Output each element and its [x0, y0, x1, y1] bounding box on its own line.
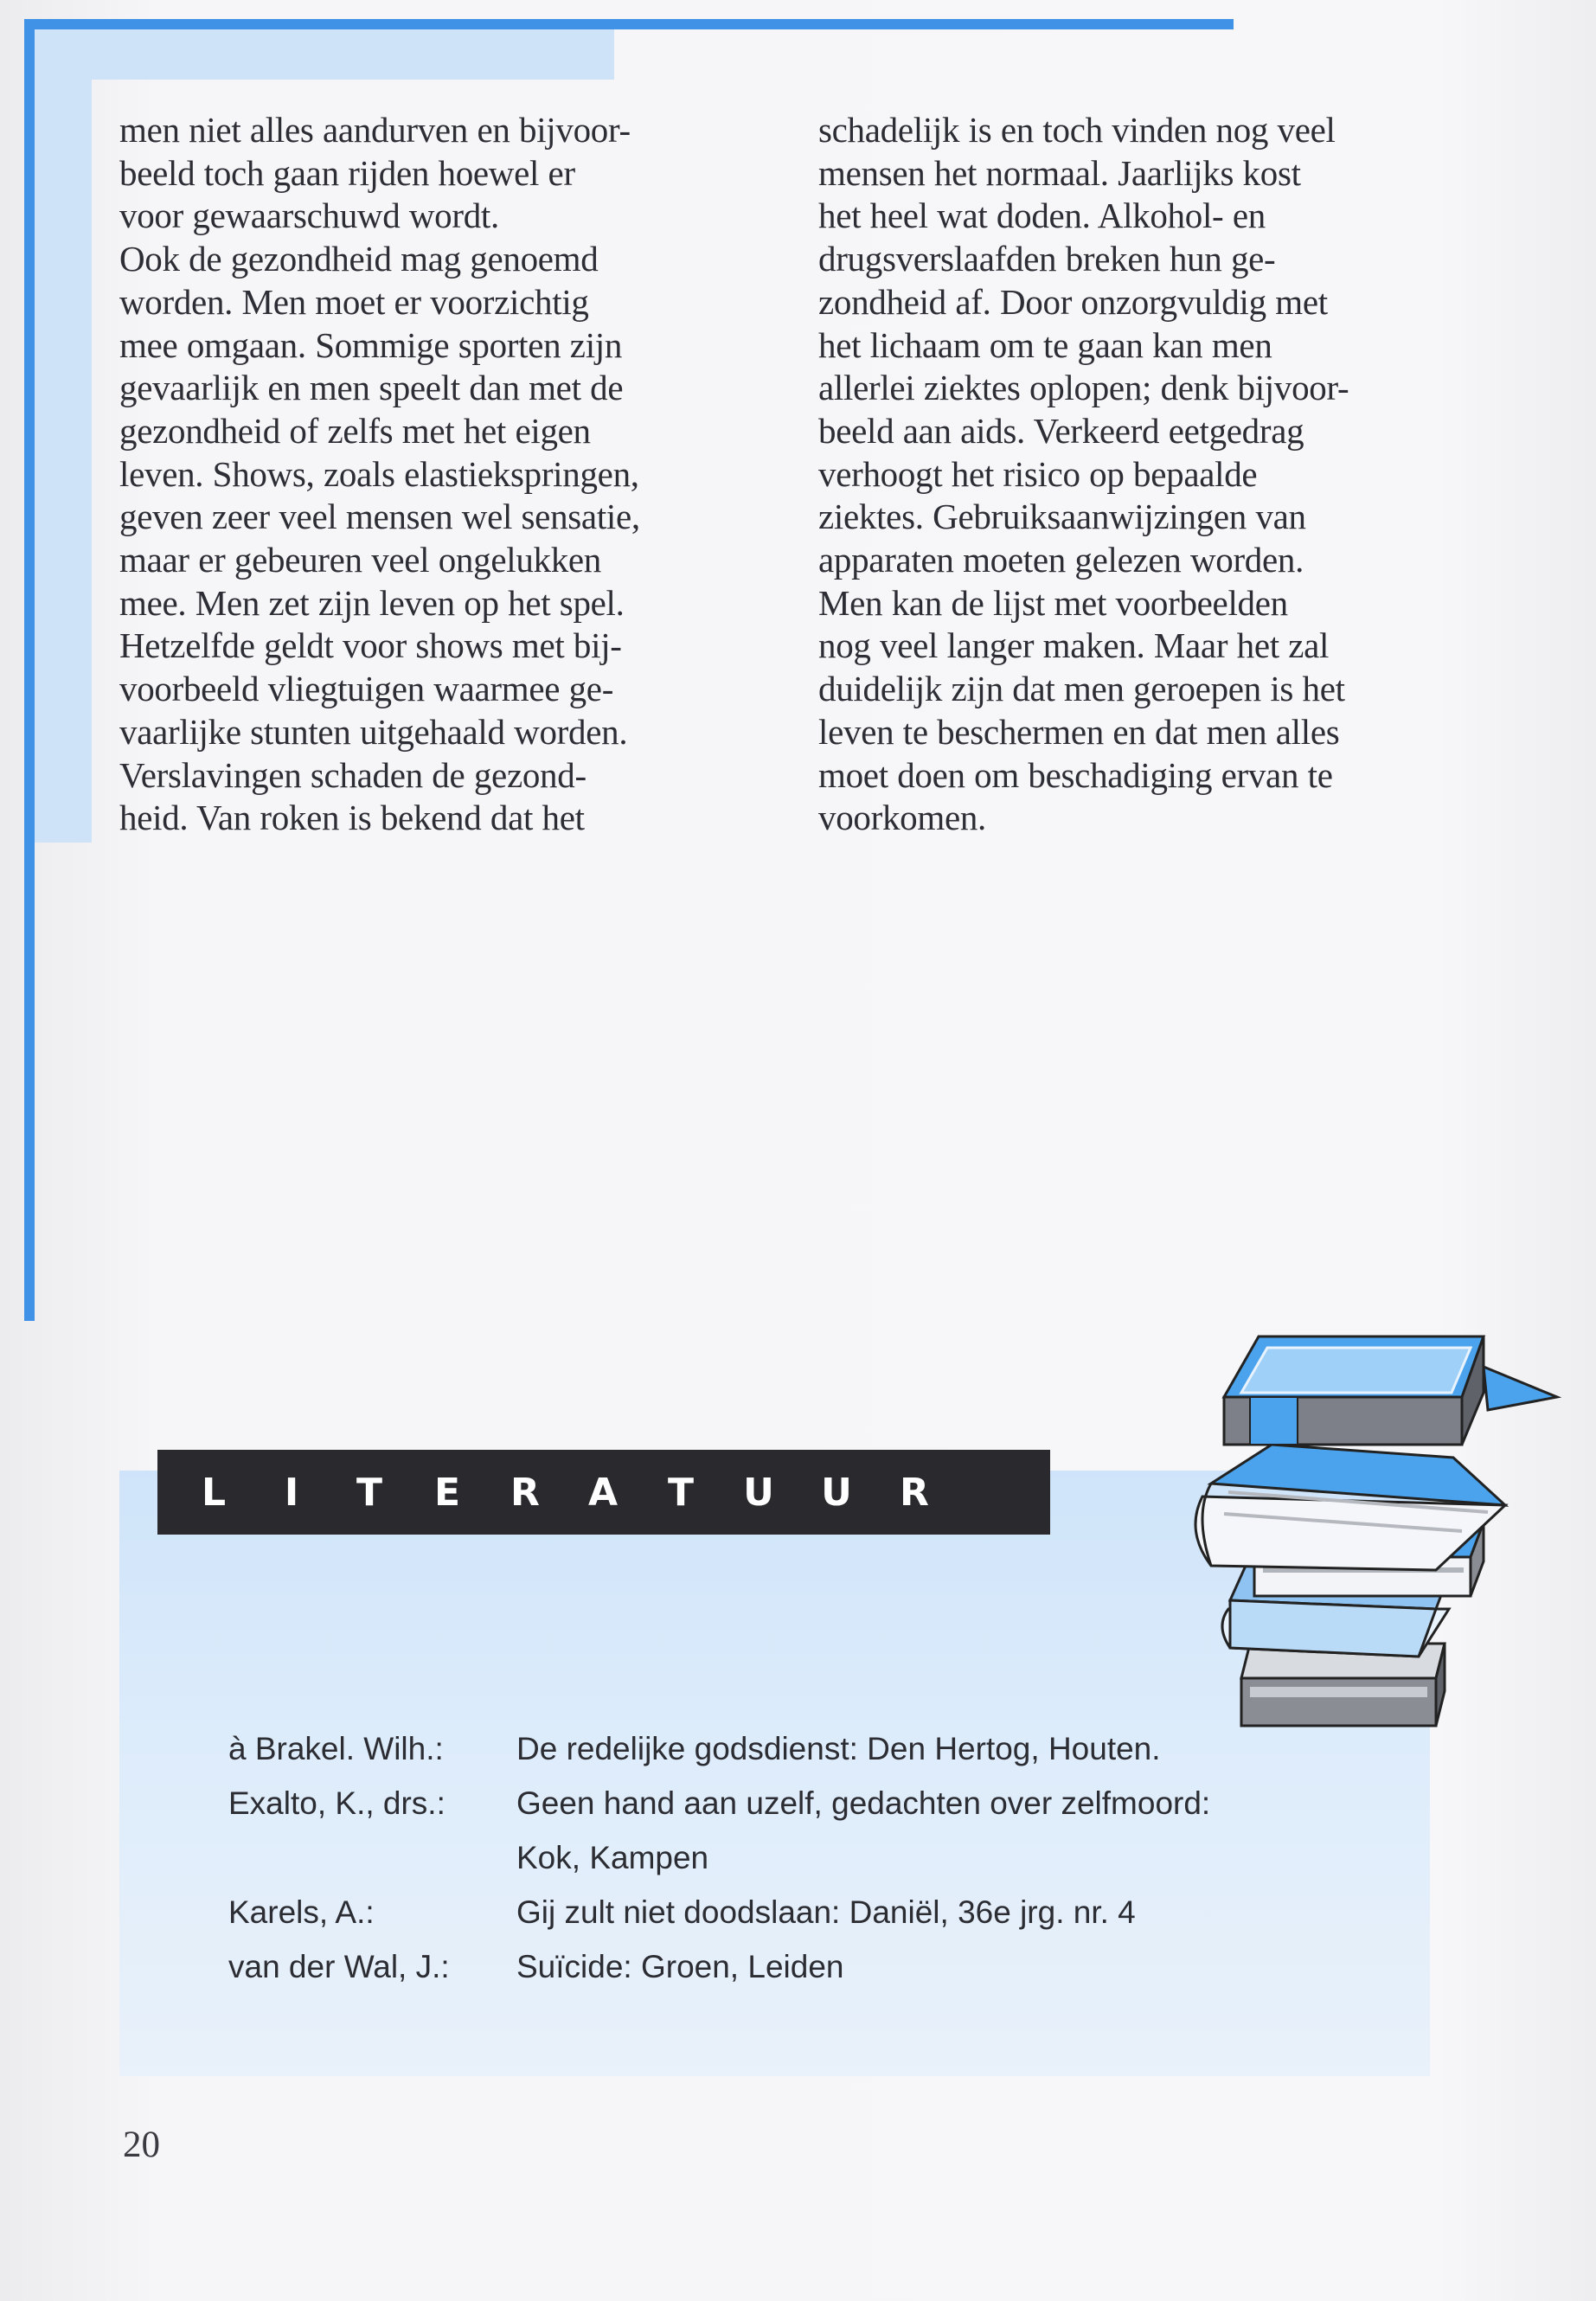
- text-line: Verslavingen schaden de gezond-: [119, 754, 586, 795]
- heading-letter: T: [667, 1470, 694, 1515]
- text-line: vaarlijke stunten uitgehaald worden.: [119, 711, 628, 752]
- text-line: zondheid af. Door onzorgvuldig met: [818, 281, 1328, 322]
- text-line: voorbeeld vliegtuigen waarmee ge-: [119, 669, 614, 709]
- text-line: verhoogt het risico op bepaalde: [818, 453, 1258, 494]
- heading-letter: R: [900, 1470, 929, 1515]
- reference-row: [228, 1776, 1347, 1830]
- text-line: mee omgaan. Sommige sporten zijn: [119, 324, 623, 365]
- text-column-right: [818, 109, 1458, 840]
- text-line: voorkomen.: [818, 798, 986, 838]
- reference-title: De redelijke godsdienst: Den Hertog, Houten.: [516, 1731, 1161, 1766]
- heading-letter: I: [284, 1470, 299, 1515]
- reference-row: [228, 1721, 1347, 1776]
- text-line: Hetzelfde geldt voor shows met bij-: [119, 625, 622, 666]
- text-line: duidelijk zijn dat men geroepen is het: [818, 669, 1345, 709]
- text-line: allerlei ziektes oplopen; denk bijvoor-: [818, 368, 1349, 408]
- book-top: [1224, 1336, 1557, 1445]
- tint-strip-left: [35, 29, 92, 843]
- text-line: maar er gebeuren veel ongelukken: [119, 540, 602, 580]
- reference-row: [228, 1885, 1347, 1939]
- text-line: schadelijk is en toch vinden nog veel: [818, 110, 1336, 150]
- text-line: leven. Shows, zoals elastiekspringen,: [119, 453, 639, 494]
- reference-title: Kok, Kampen: [516, 1840, 709, 1875]
- text-line: apparaten moeten gelezen worden.: [818, 540, 1304, 580]
- text-line: mee. Men zet zijn leven op het spel.: [119, 582, 625, 623]
- text-line: men niet alles aandurven en bijvoor-: [119, 110, 631, 150]
- text-line: geven zeer veel mensen wel sensatie,: [119, 497, 640, 537]
- text-line: mensen het normaal. Jaarlijks kost: [818, 152, 1301, 193]
- heading-letter: R: [510, 1470, 540, 1515]
- blue-frame-top: [24, 19, 1234, 29]
- text-line: ziektes. Gebruiksaanwijzingen van: [818, 497, 1306, 537]
- text-line: beeld aan aids. Verkeerd eetgedrag: [818, 410, 1304, 451]
- text-line: moet doen om beschadiging ervan te: [818, 754, 1333, 795]
- heading-letter: U: [821, 1470, 852, 1515]
- blue-frame-left: [24, 19, 35, 1321]
- reference-title: Suïcide: Groen, Leiden: [516, 1949, 844, 1984]
- text-line: heid. Van roken is bekend dat het: [119, 798, 585, 838]
- text-line: voor gewaarschuwd wordt.: [119, 195, 499, 236]
- reference-author: Exalto, K., drs.:: [228, 1785, 445, 1821]
- tint-strip-top: [35, 29, 614, 80]
- heading-letter: A: [587, 1470, 619, 1515]
- text-column-left: [119, 109, 760, 840]
- page-number: 20: [123, 2125, 160, 2165]
- text-line: het lichaam om te gaan kan men: [818, 324, 1272, 365]
- text-line: drugsverslaafden breken hun ge-: [818, 239, 1276, 279]
- heading-letter: E: [433, 1470, 461, 1515]
- literature-heading: [157, 1450, 1050, 1535]
- heading-letter: T: [356, 1470, 382, 1515]
- references-list: [228, 1721, 1347, 1994]
- reference-author: [228, 1830, 516, 1885]
- reference-row: [228, 1830, 1347, 1885]
- reference-title: Gij zult niet doodslaan: Daniël, 36e jrg. nr. 4: [516, 1894, 1136, 1930]
- heading-letter: L: [201, 1470, 227, 1515]
- reference-author: Karels, A.:: [228, 1894, 375, 1930]
- text-line: worden. Men moet er voorzichtig: [119, 281, 589, 322]
- text-line: nog veel langer maken. Maar het zal: [818, 625, 1330, 666]
- reference-row: [228, 1939, 1347, 1994]
- stack-of-books-icon: [1176, 1315, 1574, 1739]
- text-line: gevaarlijk en men speelt dan met de: [119, 368, 624, 408]
- reference-author: à Brakel. Wilh.:: [228, 1731, 444, 1766]
- text-line: leven te beschermen en dat men alles: [818, 711, 1340, 752]
- reference-author: van der Wal, J.:: [228, 1949, 450, 1984]
- text-line: Men kan de lijst met voorbeelden: [818, 582, 1288, 623]
- text-line: gezondheid of zelfs met het eigen: [119, 410, 591, 451]
- text-line: beeld toch gaan rijden hoewel er: [119, 152, 575, 193]
- reference-title: Geen hand aan uzelf, gedachten over zelfmoord:: [516, 1785, 1211, 1821]
- heading-letter: U: [743, 1470, 774, 1515]
- text-line: het heel wat doden. Alkohol- en: [818, 195, 1266, 236]
- text-line: Ook de gezondheid mag genoemd: [119, 239, 599, 279]
